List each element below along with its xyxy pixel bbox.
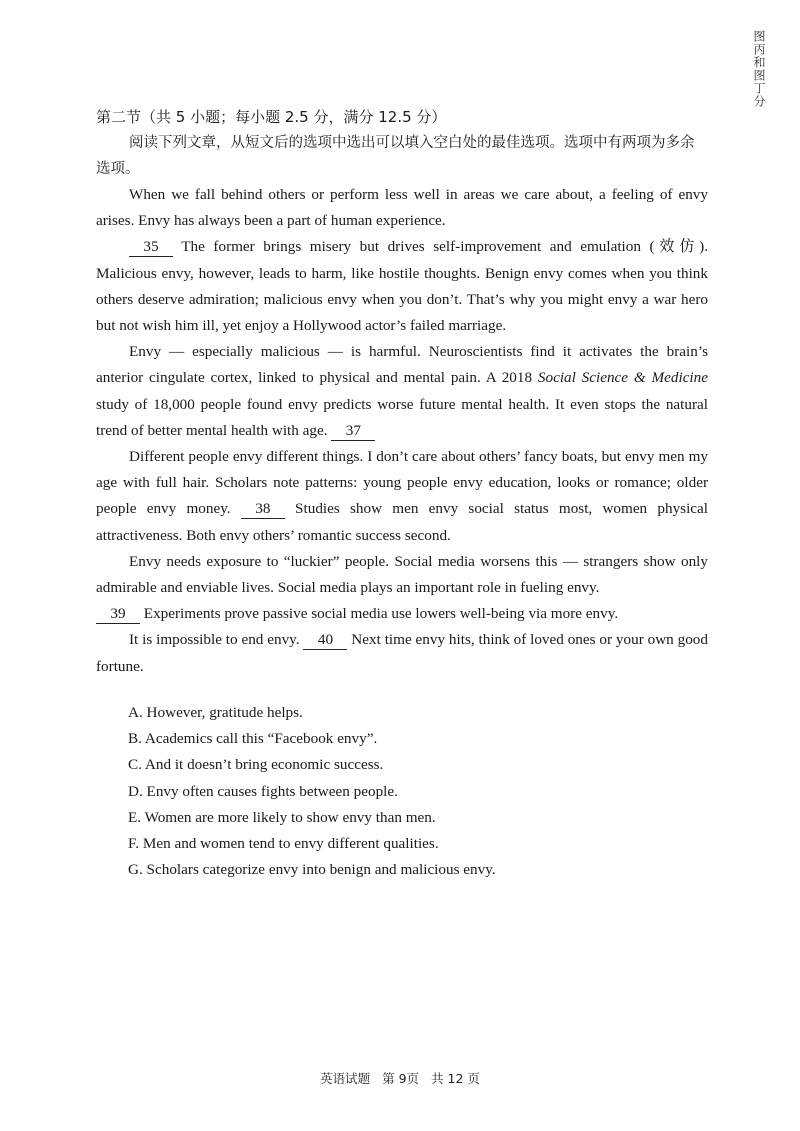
- section-instructions: 阅读下列文章，从短文后的选项中选出可以填入空白处的最佳选项。选项中有两项为多余选项。: [96, 135, 695, 177]
- paragraph-text: study of 18,000 people found envy predicts worse future mental health. It even stops the natural trend of better mental health with age.: [96, 395, 708, 439]
- answer-options: [128, 700, 688, 883]
- passage-paragraph-3: [96, 339, 708, 444]
- paragraph-text: When we fall behind others or perform less well in areas we care about, a feeling of envy arises. Envy has always been a part of human experience.: [96, 186, 708, 230]
- option-f: F. Men and women tend to envy different qualities.: [128, 835, 439, 853]
- footer-total: 共 12 页: [431, 1071, 480, 1086]
- option-c: C. And it doesn’t bring economic success.: [128, 756, 384, 774]
- page-footer: [0, 1069, 800, 1087]
- blank-37: 37: [331, 422, 375, 441]
- journal-title: Social Science & Medicine: [537, 369, 708, 387]
- footer-page: 第 9页: [382, 1071, 420, 1086]
- blank-38: 38: [241, 500, 285, 519]
- option-a: A. However, gratitude helps.: [128, 704, 303, 721]
- option-b: B. Academics call this “Facebook envy”.: [128, 730, 378, 748]
- paragraph-text: Studies show men envy social status most, women physical attractiveness. Both envy others’ romantic success second.: [96, 500, 708, 544]
- paragraph-text: Envy needs exposure to “luckier” people. Social media worsens this — strangers show only admirable and enviable lives. Social media plays an important role in fueling envy.: [96, 552, 708, 597]
- footer-subject: 英语试题: [320, 1071, 371, 1086]
- section-heading: 第二节（共 5 小题；每小题 2.5 分，满分 12.5 分）: [96, 108, 447, 126]
- paragraph-text: It is impossible to end envy.: [129, 631, 304, 649]
- section-content: [96, 104, 708, 680]
- paragraph-text: Next time envy hits, think of loved ones or your own good fortune.: [96, 631, 708, 675]
- passage-paragraph-7: [96, 627, 708, 679]
- passage-paragraph-2: [96, 234, 708, 339]
- passage-paragraph-1: [96, 182, 708, 234]
- blank-40: 40: [303, 631, 347, 650]
- blank-35: 35: [129, 238, 173, 257]
- blank-39: 39: [96, 605, 140, 624]
- option-e: E. Women are more likely to show envy than men.: [128, 808, 436, 826]
- passage-paragraph-5: [96, 549, 708, 601]
- side-handwritten-note: 图丙和图丁分: [752, 30, 766, 108]
- paragraph-text: The former brings misery but drives self-improvement and emulation (效仿). Malicious envy, however, leads to harm, like hostile thoughts. Benign envy comes when you think others deserve admiration; malicious envy when you don’t. That’s why you might envy a war hero but not wish him ill, yet enjoy a Hollywood actor’s failed marriage.: [96, 238, 708, 335]
- option-g: G. Scholars categorize envy into benign and malicious envy.: [128, 861, 496, 879]
- paragraph-text: Envy — especially malicious — is harmful. Neuroscientists find it activates the brain’s anterior cingulate cortex, linked to physical and mental pain. A 2018: [96, 343, 708, 387]
- paragraph-text: Different people envy different things. I don’t care about others’ fancy boats, but envy men my age with full hair. Scholars note patterns: young people envy education, looks or romance; older people envy money.: [96, 448, 708, 518]
- passage-paragraph-4: [96, 444, 708, 549]
- paragraph-text: Experiments prove passive social media use lowers well-being via more envy.: [140, 605, 619, 623]
- passage-paragraph-6: [96, 601, 708, 627]
- option-d: D. Envy often causes fights between people.: [128, 782, 398, 800]
